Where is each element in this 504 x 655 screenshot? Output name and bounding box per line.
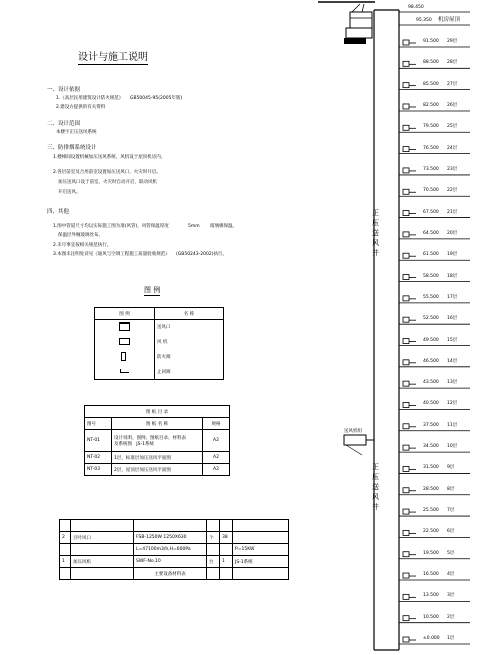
drawing-list-header: 图 纸 名 称 bbox=[112, 418, 203, 430]
roof-fan-icon bbox=[344, 4, 372, 44]
floor-elevation: 76.500 bbox=[423, 145, 439, 151]
floor-name: 6层 bbox=[447, 529, 455, 535]
notes-section-4-head: 四、其他 bbox=[47, 209, 70, 215]
notes-text: 玻璃棉保温。 bbox=[210, 224, 237, 229]
supply-outlet-icon bbox=[403, 61, 409, 66]
supply-outlet-icon bbox=[403, 83, 409, 88]
floor-elevation: 19.500 bbox=[423, 550, 439, 556]
floor-name: 26层 bbox=[447, 102, 458, 108]
floor-elevation: 16.500 bbox=[423, 572, 439, 578]
supply-outlet-icon bbox=[403, 360, 409, 365]
floor-name: 28层 bbox=[447, 60, 458, 66]
notes-section-3-head: 三、防排烟系统设计 bbox=[47, 145, 97, 151]
supply-outlet-icon bbox=[403, 189, 409, 194]
equipment-name: 百叶风口 bbox=[71, 532, 134, 544]
legend-name: 防火阀 bbox=[155, 350, 224, 365]
supply-outlet-icon bbox=[403, 381, 409, 386]
floor-name: 12层 bbox=[447, 401, 458, 407]
supply-outlet-icon bbox=[403, 594, 409, 599]
drawing-name: 2层、屋顶层加压送风平面图 bbox=[112, 464, 203, 476]
floor-elevation: 70.500 bbox=[423, 188, 439, 194]
equipment-qty: 38 bbox=[220, 532, 233, 544]
supply-outlet-icon bbox=[403, 466, 409, 471]
drawing-list-header: 规格 bbox=[203, 418, 230, 430]
floor-name: 17层 bbox=[447, 294, 458, 300]
shaft-label-lower: 正压送风井 bbox=[372, 463, 379, 511]
floor-elevation: 52.500 bbox=[423, 316, 439, 322]
floor-elevation: 10.500 bbox=[423, 614, 439, 620]
floor-elevation: 31.500 bbox=[423, 465, 439, 471]
supply-outlet-icon bbox=[403, 125, 409, 130]
top-elevation: 98.450 bbox=[408, 5, 424, 10]
drawing-name-part: 及系统图 bbox=[114, 441, 132, 447]
supply-outlet-icon bbox=[403, 232, 409, 237]
floor-elevation: 82.500 bbox=[423, 102, 439, 108]
floor-name: 29层 bbox=[447, 39, 458, 44]
supply-outlet-icon bbox=[403, 275, 409, 280]
floor-name: 2层 bbox=[447, 614, 455, 620]
floor-elevation: 34.500 bbox=[423, 444, 439, 450]
drawing-size: A2 bbox=[203, 430, 230, 452]
supply-outlet-icon bbox=[403, 488, 409, 493]
floor-name: 9层 bbox=[447, 465, 455, 471]
supply-outlet-icon bbox=[403, 104, 409, 109]
floor-name: 25层 bbox=[447, 124, 458, 130]
floor-elevation: 58.500 bbox=[423, 273, 439, 279]
floor-name: 16层 bbox=[447, 316, 458, 322]
drawing-no: NT-02 bbox=[85, 452, 112, 464]
supply-outlet-icon bbox=[403, 339, 409, 344]
floor-elevation: 25.500 bbox=[423, 508, 439, 514]
floor-name: 7层 bbox=[447, 508, 455, 514]
floor-elevation: 55.500 bbox=[423, 294, 439, 300]
floor-name: 21层 bbox=[447, 209, 458, 215]
floor-elevation: 28.500 bbox=[423, 486, 439, 492]
supply-outlet-icon bbox=[403, 637, 409, 642]
supply-outlet-icon bbox=[403, 573, 409, 578]
floor-name: 3层 bbox=[447, 593, 455, 599]
floor-name: 1层 bbox=[447, 636, 455, 641]
legend-name: 止回阀 bbox=[155, 365, 224, 380]
supply-outlet-icon bbox=[403, 296, 409, 301]
supply-outlet-icon bbox=[403, 211, 409, 216]
equipment-note: P=15KW bbox=[233, 544, 289, 556]
supply-outlet-icon bbox=[403, 317, 409, 322]
floor-name: 8层 bbox=[447, 486, 455, 492]
floor-elevation: ±0.000 bbox=[423, 636, 440, 641]
drawing-name-note: JS-1系统 bbox=[136, 441, 154, 447]
equipment-spec: FSB-1250W 1250X630 bbox=[134, 532, 207, 544]
floor-elevation: 64.500 bbox=[423, 230, 439, 236]
floor-elevation: 22.500 bbox=[423, 529, 439, 535]
mid-fan-icon bbox=[344, 435, 374, 455]
floor-elevation: 67.500 bbox=[423, 209, 439, 215]
equipment-name: 加压风机 bbox=[71, 556, 134, 568]
floor-name: 23层 bbox=[447, 166, 458, 172]
roof-elevation: 95.350 bbox=[416, 18, 432, 23]
notes-section-1-head: 一、设计依据 bbox=[47, 87, 81, 93]
floor-name: 14层 bbox=[447, 358, 458, 364]
floor-name: 27层 bbox=[447, 81, 458, 87]
notes-text: 5mm bbox=[188, 224, 200, 229]
legend-header: 名 称 bbox=[155, 308, 224, 320]
floor-elevation: 49.500 bbox=[423, 337, 439, 343]
floor-elevation: 88.500 bbox=[423, 60, 439, 66]
drawing-no: NT-03 bbox=[85, 464, 112, 476]
equipment-spec: SWF-No.10 bbox=[134, 556, 207, 568]
floor-elevation: 40.500 bbox=[423, 401, 439, 407]
drawing-list-title: 图 纸 目 录 bbox=[85, 406, 230, 418]
drawing-size: A2 bbox=[203, 452, 230, 464]
floor-elevation: 73.500 bbox=[423, 166, 439, 172]
notes-section-2-head: 二、设计范围 bbox=[47, 121, 81, 127]
floor-name: 20层 bbox=[447, 230, 458, 236]
notes-text: 2.各层前室及合用前室设置加压送风口，火灾时开启。 bbox=[53, 170, 161, 175]
legend-title: 图 例 bbox=[144, 286, 161, 294]
drawing-name: 1层、标准层加压送风平面图 bbox=[112, 452, 203, 464]
notes-text: 1.楼梯间设置机械加压送风系统，风机设于屋顶机房内。 bbox=[53, 155, 166, 160]
supply-outlet-icon bbox=[403, 253, 409, 258]
notes-text: 保温层外缠玻璃丝布。 bbox=[58, 233, 103, 238]
floor-name: 4层 bbox=[447, 572, 455, 578]
floor-elevation: 13.500 bbox=[423, 593, 439, 599]
floor-name: 15层 bbox=[447, 337, 458, 343]
notes-title: 设计与施工说明 bbox=[78, 52, 148, 63]
notes-text: 本楼宇正压送风系统 bbox=[56, 130, 97, 135]
floor-elevation: 43.500 bbox=[423, 380, 439, 386]
floor-name: 24层 bbox=[447, 145, 458, 151]
floor-elevation: 85.500 bbox=[423, 81, 439, 87]
supply-outlet-icon bbox=[403, 445, 409, 450]
supply-outlet-icon bbox=[403, 530, 409, 535]
floor-elevation: 46.500 bbox=[423, 358, 439, 364]
equipment-spec: L=47100m3/h,H=600Pa bbox=[134, 544, 207, 556]
supply-outlet-icon bbox=[403, 509, 409, 514]
floor-name: 13层 bbox=[447, 380, 458, 386]
drawing-no: NT-01 bbox=[85, 430, 112, 452]
floor-name: 5层 bbox=[447, 550, 455, 556]
supply-outlet-icon bbox=[403, 552, 409, 557]
notes-text: 开启送风。 bbox=[58, 190, 81, 195]
legend-name: 风 机 bbox=[155, 335, 224, 350]
equipment-no: 1 bbox=[60, 556, 71, 568]
floor-name: 10层 bbox=[447, 444, 458, 450]
legend-header: 图 例 bbox=[95, 308, 155, 320]
notes-text: 1.图中管道尺寸均以实际施工图为准(风管)，风管保温厚度 bbox=[53, 224, 169, 229]
floor-elevation: 37.500 bbox=[423, 422, 439, 428]
equipment-unit: 台 bbox=[207, 556, 220, 568]
notes-text: 2.未尽事宜按相关规范执行。 bbox=[53, 243, 112, 248]
supply-outlet-icon bbox=[403, 402, 409, 407]
equipment-unit: 个 bbox=[207, 532, 220, 544]
floor-name: 22层 bbox=[447, 188, 458, 194]
fan-label: 送风机组 bbox=[344, 429, 362, 434]
drawing-size: A2 bbox=[203, 464, 230, 476]
supply-outlet-icon bbox=[403, 424, 409, 429]
legend-name: 送风口 bbox=[155, 320, 224, 335]
floor-elevation: 91.500 bbox=[423, 39, 439, 44]
notes-text: 2.建设方提供的有关资料 bbox=[56, 105, 106, 110]
supply-outlet-icon bbox=[403, 147, 409, 152]
notes-text: GB50045-95(2005年版) bbox=[130, 96, 183, 101]
floor-name: 19层 bbox=[447, 252, 458, 258]
roof-label: 机房屋顶 bbox=[438, 17, 461, 23]
notes-text: 加压送风口设于前室，火灾时自动开启，联动风机 bbox=[58, 180, 157, 185]
shaft-label-upper: 正压送风井 bbox=[372, 209, 379, 257]
equipment-qty: 1 bbox=[220, 556, 233, 568]
floor-elevation: 61.500 bbox=[423, 252, 439, 258]
notes-text: 3.本图未注明处详见《通风与空调工程施工质量验收规范》 bbox=[53, 252, 170, 257]
drawing-name-line: 设计说明、图例、图纸目录、材料表 bbox=[114, 435, 186, 441]
equipment-caption: 主要设备材料表 bbox=[134, 568, 207, 580]
equipment-note: JS-1系统 bbox=[233, 556, 289, 568]
supply-outlet-icon bbox=[403, 168, 409, 173]
supply-outlet-icon bbox=[403, 616, 409, 621]
floor-name: 11层 bbox=[447, 422, 458, 428]
drawing-list-header: 图号 bbox=[85, 418, 112, 430]
equipment-no: 2 bbox=[60, 532, 71, 544]
supply-outlet-icon bbox=[403, 40, 409, 45]
notes-text: (GB50243-2002)执行。 bbox=[176, 252, 227, 257]
floor-elevation: 79.500 bbox=[423, 124, 439, 130]
notes-text: 1.《高层民用建筑设计防火规范》 bbox=[56, 96, 124, 101]
floor-name: 18层 bbox=[447, 273, 458, 279]
